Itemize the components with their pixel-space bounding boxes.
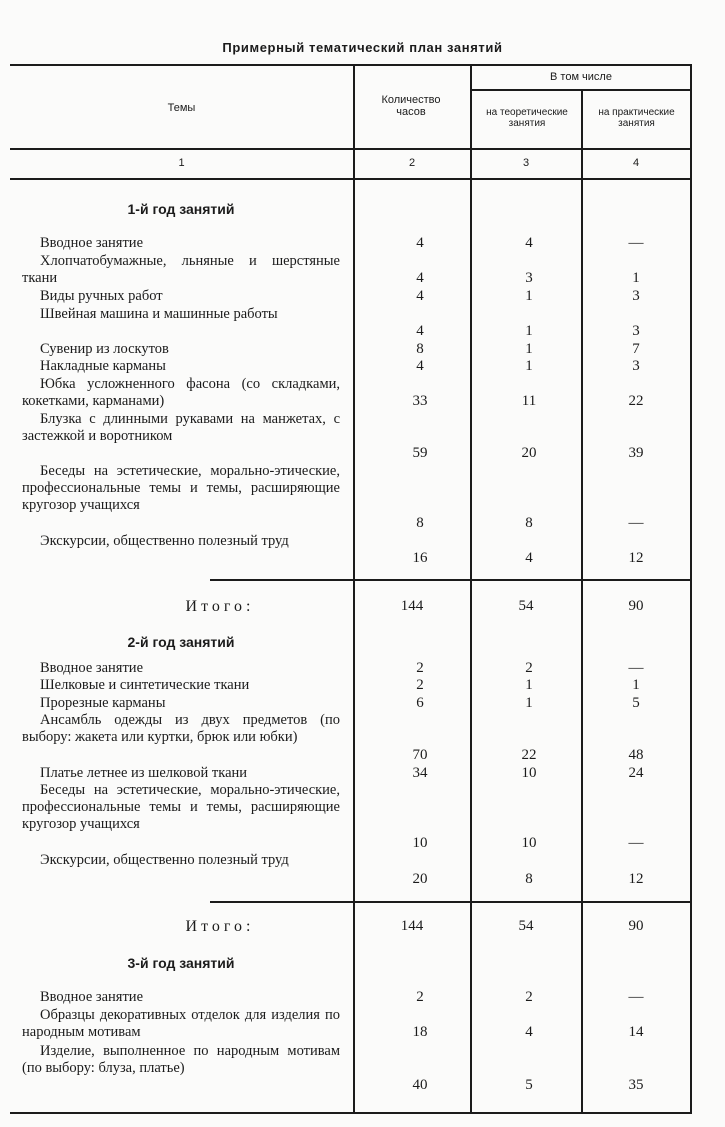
topic-text: Блузка с длинными рукавами на манжетах, с застежкой и воротником: [22, 411, 340, 445]
y1-r5-hours: 8: [416, 341, 424, 357]
y2-r5-practice: 24: [628, 765, 644, 781]
header-practice: на практические занятия: [598, 107, 675, 129]
year-1-topic-6: [22, 358, 340, 375]
y3-r2-practice: 14: [628, 1024, 644, 1040]
year-3-topic-2: [22, 1007, 340, 1041]
y1-r10-hours: 16: [412, 550, 428, 566]
col-number-2: 2: [408, 157, 416, 169]
year-1-topic-5: [22, 341, 340, 358]
col-divider-2: [470, 64, 472, 1113]
y3-r2-hours: 18: [412, 1024, 428, 1040]
year-2-topic-2: [22, 677, 340, 694]
y1-r6-practice: 3: [632, 358, 640, 374]
topic-text: Беседы на эстетические, морально-этические, профессиональные темы и темы, расширяющие кругозор учащихся: [22, 463, 340, 514]
y2-r2-practice: 1: [632, 677, 640, 693]
y1-r4-practice: 3: [632, 323, 640, 339]
topic-text: Вводное занятие: [40, 989, 144, 1005]
topic-text: Сувенир из лоскутов: [40, 341, 169, 357]
year-2-topic-4: [22, 712, 340, 746]
y3-r2-theory: 4: [525, 1024, 533, 1040]
year-3-heading: 3-й год занятий: [127, 955, 235, 971]
year-1-topic-3: [22, 288, 340, 305]
y1-r2-practice: 1: [632, 270, 640, 286]
year-2-topic-6: [22, 782, 340, 834]
topic-text: Экскурсии, общественно полезный труд: [40, 852, 289, 868]
rule-top: [10, 64, 692, 66]
y2-r4-theory: 22: [521, 747, 537, 763]
y1-total-hours: 144: [400, 598, 424, 614]
y1-r9-hours: 8: [416, 515, 424, 531]
y2-r4-hours: 70: [412, 747, 428, 763]
topic-text: Прорезные карманы: [40, 695, 166, 711]
y2-r1-practice: —: [628, 660, 644, 676]
table-title: Примерный тематический план занятий: [222, 40, 503, 55]
y1-r1-hours: 4: [416, 235, 424, 251]
rule-colnums-bottom: [10, 178, 692, 180]
topic-text: Вводное занятие: [40, 235, 144, 251]
y1-r7-theory: 11: [521, 393, 537, 409]
col-divider-1: [353, 64, 355, 1113]
header-hours: Количество часов: [381, 94, 441, 118]
y1-r9-theory: 8: [525, 515, 533, 531]
year-1-topic-1: [22, 235, 340, 252]
header-of-which: В том числе: [550, 71, 612, 83]
y1-r6-hours: 4: [416, 358, 424, 374]
y1-r7-practice: 22: [628, 393, 644, 409]
y1-r1-practice: —: [628, 235, 644, 251]
y2-r6-practice: —: [628, 835, 644, 851]
year-2-heading: 2-й год занятий: [127, 634, 235, 650]
y2-r3-hours: 6: [416, 695, 424, 711]
y1-r3-hours: 4: [416, 288, 424, 304]
topic-text: Юбка усложненного фасона (со складками, кокетками, карманами): [22, 376, 340, 410]
y2-r6-theory: 10: [521, 835, 537, 851]
year-1-heading: 1-й год занятий: [127, 201, 235, 217]
y1-r4-theory: 1: [525, 323, 533, 339]
y1-r4-hours: 4: [416, 323, 424, 339]
year-1-topic-2: [22, 253, 340, 287]
y1-r9-practice: —: [628, 515, 644, 531]
y1-r8-theory: 20: [521, 445, 537, 461]
year-1-topic-7: [22, 376, 340, 410]
y2-r7-practice: 12: [628, 871, 644, 887]
topic-text: Швейная машина и машинные работы: [40, 306, 278, 322]
y1-r10-theory: 4: [525, 550, 533, 566]
year-1-topic-10: [22, 533, 340, 550]
y1-r8-practice: 39: [628, 445, 644, 461]
y2-r5-hours: 34: [412, 765, 428, 781]
y2-r6-hours: 10: [412, 835, 428, 851]
topic-text: Виды ручных работ: [40, 288, 163, 304]
header-topics: Темы: [167, 102, 196, 114]
topic-text: Беседы на эстетические, морально-этические, профессиональные темы и темы, расширяющие кругозор учащихся: [22, 782, 340, 833]
y3-r1-practice: —: [628, 989, 644, 1005]
topic-text: Экскурсии, общественно полезный труд: [40, 533, 289, 549]
y3-r3-practice: 35: [628, 1077, 644, 1093]
year-2-topic-3: [22, 695, 340, 712]
year-2-topic-7: [22, 852, 340, 869]
y2-r7-hours: 20: [412, 871, 428, 887]
y1-r10-practice: 12: [628, 550, 644, 566]
y1-r2-hours: 4: [416, 270, 424, 286]
topic-text: Шелковые и синтетические ткани: [40, 677, 250, 693]
year-3-topic-3: [22, 1043, 340, 1077]
year-1-total-label: Итого:: [185, 598, 255, 615]
year-3-topic-1: [22, 989, 340, 1006]
col-number-4: 4: [632, 157, 640, 169]
y1-r6-theory: 1: [525, 358, 533, 374]
y1-r8-hours: 59: [412, 445, 428, 461]
y2-r3-theory: 1: [525, 695, 533, 711]
y2-r2-hours: 2: [416, 677, 424, 693]
rule-year2-total: [210, 901, 692, 903]
rule-year1-total: [210, 579, 692, 581]
y1-total-practice: 90: [628, 598, 644, 614]
y2-r4-practice: 48: [628, 747, 644, 763]
y1-r2-theory: 3: [525, 270, 533, 286]
rule-header-bottom: [10, 148, 692, 150]
y3-r3-hours: 40: [412, 1077, 428, 1093]
y1-r3-theory: 1: [525, 288, 533, 304]
y3-r1-hours: 2: [416, 989, 424, 1005]
year-1-topic-4: [22, 306, 340, 323]
header-theory: на теоретические занятия: [486, 107, 568, 129]
topic-text: Образцы декоративных отделок для изделия по народным мотивам: [22, 1007, 340, 1041]
year-2-total-label: Итого:: [185, 918, 255, 935]
y2-total-hours: 144: [400, 918, 424, 934]
topic-text: Вводное занятие: [40, 660, 144, 676]
y2-r7-theory: 8: [525, 871, 533, 887]
year-2-topic-1: [22, 660, 340, 677]
y2-total-theory: 54: [518, 918, 534, 934]
topic-text: Изделие, выполненное по народным мотивам (по выбору: блуза, платье): [22, 1043, 340, 1077]
y2-total-practice: 90: [628, 918, 644, 934]
y3-r3-theory: 5: [525, 1077, 533, 1093]
year-1-topic-9: [22, 463, 340, 515]
y3-r1-theory: 2: [525, 989, 533, 1005]
col-number-1: 1: [178, 157, 185, 169]
y2-r1-hours: 2: [416, 660, 424, 676]
year-2-topic-5: [22, 765, 340, 782]
topic-text: Платье летнее из шелковой ткани: [40, 765, 248, 781]
y1-total-theory: 54: [518, 598, 534, 614]
col-number-3: 3: [522, 157, 530, 169]
year-1-topic-8: [22, 411, 340, 445]
y2-r5-theory: 10: [521, 765, 537, 781]
topic-text: Накладные карманы: [40, 358, 166, 374]
col-divider-right: [690, 64, 692, 1113]
y1-r5-practice: 7: [632, 341, 640, 357]
y2-r2-theory: 1: [525, 677, 533, 693]
y2-r1-theory: 2: [525, 660, 533, 676]
y1-r7-hours: 33: [412, 393, 428, 409]
y1-r3-practice: 3: [632, 288, 640, 304]
topic-text: Ансамбль одежды из двух предметов (по выбору: жакета или куртки, брюк или юбки): [22, 712, 340, 746]
rule-bottom: [10, 1112, 692, 1114]
y2-r3-practice: 5: [632, 695, 640, 711]
y1-r5-theory: 1: [525, 341, 533, 357]
topic-text: Хлопчатобумажные, льняные и шерстяные ткани: [22, 253, 340, 287]
y1-r1-theory: 4: [525, 235, 533, 251]
